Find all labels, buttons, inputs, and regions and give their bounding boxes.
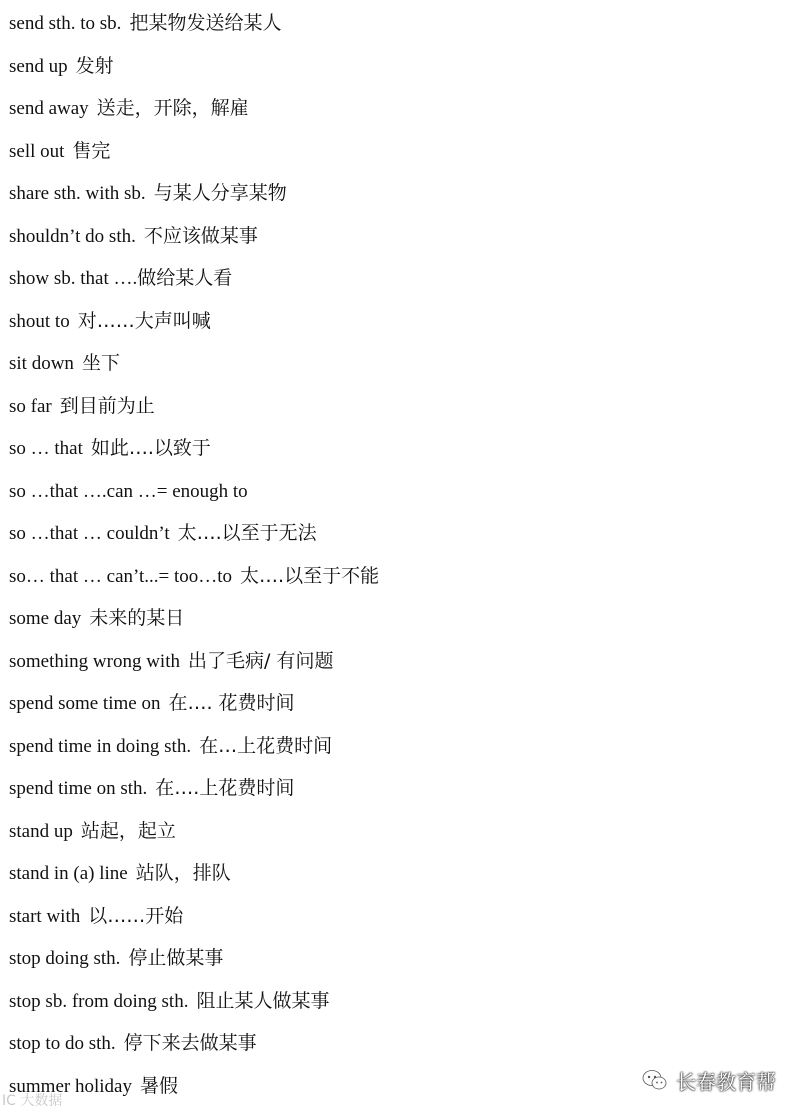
phrase-chinese: 不应该做某事 [143, 225, 258, 247]
list-item [9, 518, 317, 548]
phrase-english: shouldn’t do sth. [9, 226, 136, 247]
list-item [9, 731, 332, 761]
phrase-english: stand in (a) line [9, 863, 128, 884]
list-item [9, 646, 333, 676]
list-item [9, 136, 110, 166]
list-item [9, 688, 295, 718]
watermark-right [640, 1062, 776, 1098]
phrase-english: some day [9, 608, 82, 629]
phrase-chinese: 太….以至于不能 [240, 565, 380, 587]
list-item [9, 773, 294, 803]
phrase-english: shout to [9, 311, 70, 332]
phrase-chinese: 在….上花费时间 [155, 777, 295, 799]
phrase-english: so… that … can’t...= too…to [9, 566, 233, 587]
phrase-english: sell out [9, 141, 65, 162]
list-item [9, 986, 329, 1016]
phrase-chinese: 在…上花费时间 [199, 735, 333, 757]
wechat-icon [640, 1065, 670, 1095]
phrase-chinese: 站队，排队 [135, 862, 231, 884]
phrase-chinese: 停下来去做某事 [123, 1032, 257, 1054]
list-item [9, 433, 211, 463]
phrase-english: something wrong with [9, 651, 180, 672]
phrase-english: so …that … couldn’t [9, 523, 170, 544]
phrase-chinese: 太….以至于无法 [177, 522, 317, 544]
phrase-english: start with [9, 906, 81, 927]
phrase-chinese: 停止做某事 [128, 947, 224, 969]
phrase-chinese: 售完 [72, 140, 111, 162]
phrase-english: send sth. to sb. [9, 13, 122, 34]
list-item [9, 306, 211, 336]
list-item [9, 561, 379, 591]
phrase-chinese: 送走，开除，解雇 [96, 97, 249, 119]
list-item [9, 901, 183, 931]
phrase-chinese: 阻止某人做某事 [196, 990, 330, 1012]
list-item [9, 476, 256, 506]
phrase-english: spend time in doing sth. [9, 736, 192, 757]
phrase-chinese: 把某物发送给某人 [129, 12, 282, 34]
phrase-english: stop doing sth. [9, 948, 121, 969]
list-item [9, 348, 120, 378]
list-item [9, 93, 249, 123]
phrase-chinese: 站起，起立 [80, 820, 176, 842]
phrase-english: so … that [9, 438, 83, 459]
phrase-english: send away [9, 98, 89, 119]
phrase-english: stop sb. from doing sth. [9, 991, 189, 1012]
phrase-english: stand up [9, 821, 73, 842]
watermark-left: IC 大数据 [2, 1093, 63, 1109]
phrase-chinese: 暑假 [139, 1075, 178, 1097]
phrase-chinese: 坐下 [81, 352, 120, 374]
list-item [9, 603, 184, 633]
phrase-chinese: 到目前为止 [59, 395, 155, 417]
phrase-chinese: 未来的某日 [89, 607, 185, 629]
phrase-english: share sth. with sb. [9, 183, 146, 204]
list-item [9, 8, 281, 38]
phrase-english: sit down [9, 353, 74, 374]
list-item [9, 221, 258, 251]
phrase-english: show sb. that ….做给某人看 [9, 268, 233, 289]
phrase-english: spend some time on [9, 693, 161, 714]
list-item [9, 816, 176, 846]
phrase-english: send up [9, 56, 68, 77]
phrase-chinese: 对……大声叫喊 [77, 310, 211, 332]
phrase-english: so …that ….can …= enough to [9, 481, 248, 502]
phrase-chinese: 以……开始 [88, 905, 184, 927]
watermark-account-name: 长春教育帮 [676, 1069, 776, 1094]
list-item [9, 1028, 257, 1058]
list-item [9, 858, 231, 888]
list-item [9, 391, 155, 421]
list-item [9, 178, 287, 208]
phrase-english: so far [9, 396, 52, 417]
list-item [9, 943, 223, 973]
phrase-english: stop to do sth. [9, 1033, 116, 1054]
phrase-chinese: 发射 [75, 55, 114, 77]
phrase-english: spend time on sth. [9, 778, 148, 799]
list-item [9, 51, 114, 81]
phrase-chinese: 出了毛病/ 有问题 [188, 650, 334, 672]
phrase-chinese: 与某人分享某物 [153, 182, 287, 204]
phrase-english: summer holiday [9, 1076, 132, 1097]
list-item [9, 263, 240, 293]
phrase-chinese: 如此….以致于 [90, 437, 211, 459]
phrase-chinese: 在…. 花费时间 [168, 692, 295, 714]
